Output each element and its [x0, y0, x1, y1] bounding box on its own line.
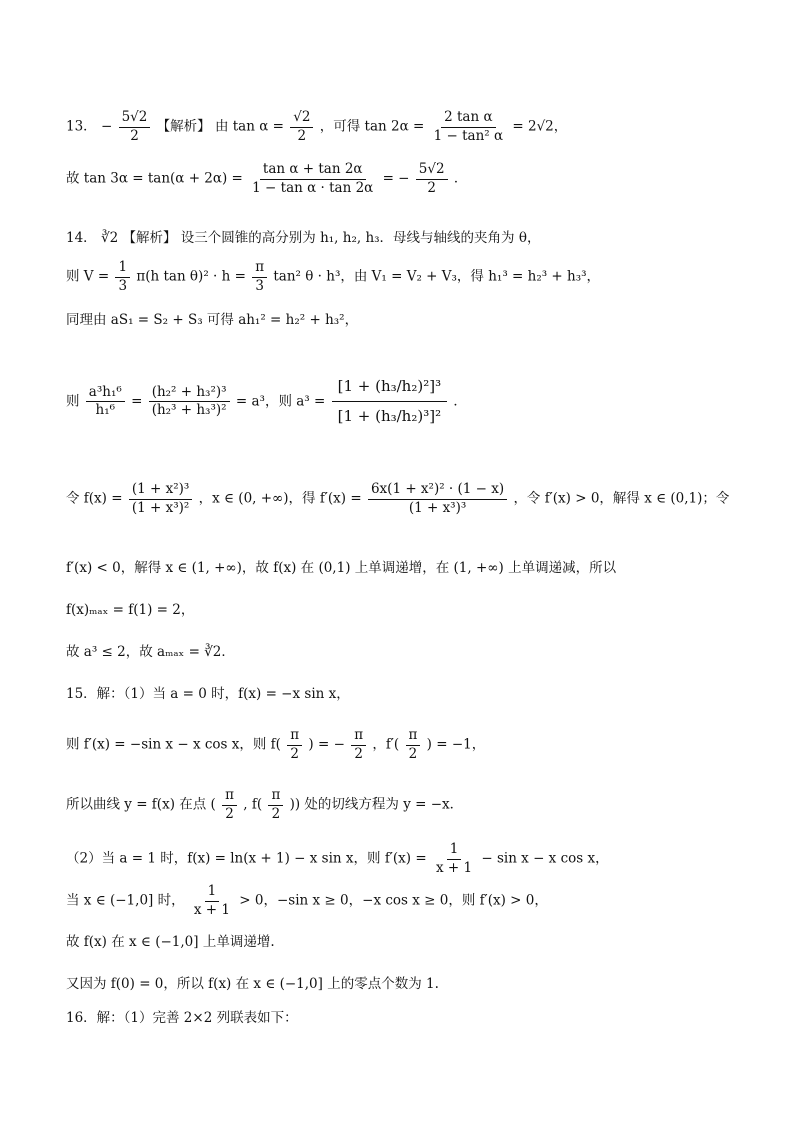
q13-line1: 13． − $\frac{5√2}{2}$ 【解析】 由 tan α = $\frac{√2}{2}$ ，可得 tan 2α = $\frac{\text{2 tan α}}{\text{1 − tan² α}}$ = 2√2，	[66, 109, 568, 144]
q13-answer-fraction: $\frac{5√2}{2}$	[119, 110, 151, 144]
q14-line1: 14． ∛2 【解析】 设三个圆锥的高分别为 h₁, h₂, h₃．母线与轴线的夹角为 θ，	[66, 230, 541, 246]
q14-line3: 同理由 aS₁ = S₂ + S₃ 可得 ah₁² = h₂² + h₃²，	[66, 312, 359, 328]
q14-big-fraction: $\frac{\text{[1 + (h₃/h₂)²]³}}{\text{[1 + (h₃/h₂)³]²}}$	[332, 372, 447, 432]
q14-line8: 故 a³ ≤ 2，故 aₘₐₓ = ∛2．	[66, 644, 235, 660]
q14-line4: 则 $\frac{\text{a³h₁⁶}}{\text{h₁⁶}}$ = $\frac{\text{(h₂² + h₃²)³}}{\text{(h₂³ + h₃³)²}}$ = a³，则 a³ = $\frac{\text{[1 + (h₃/h₂)²]³}}{\text{[1 + (h₃/h₂)³]²}}$ ．	[66, 372, 467, 432]
q13-number: 13．	[66, 118, 97, 135]
q14-number: 14．	[66, 230, 97, 246]
q14-line5: 令 f(x) = $\frac{\text{(1 + x²)³}}{\text{(1 + x³)²}}$ ，x ∈ (0, +∞)，得 f′(x) = $\frac{\text{6x(1 + x²)² · (1 − x)}}{\text{(1 + x³)³}}$ ，令 f′(x) > 0，解得 x ∈ (0,1)；令	[66, 481, 730, 516]
q14-line2: 则 V = $\frac{1}{3}$ π(h tan θ)² · h = $\frac{\pi}{3}$ tan² θ · h³，由 V₁ = V₂ + V₃，得 h₁³ = h₂³ + h₃³，	[66, 259, 601, 294]
q15-line3: 所以曲线 y = f(x) 在点 ( $\frac{\pi}{2}$ , f( $\frac{\pi}{2}$ )) 处的切线方程为 y = −x．	[66, 787, 464, 822]
q14-analysis-tag: 【解析】	[122, 230, 177, 246]
q16-line1: 16．解：（1）完善 2×2 列联表如下：	[66, 1010, 298, 1026]
q15-line1: 15．解：（1）当 a = 0 时，f(x) = −x sin x，	[66, 686, 350, 702]
q15-line7: 又因为 f(0) = 0，所以 f(x) 在 x ∈ (−1,0] 上的零点个数为 1.	[66, 976, 439, 992]
q13-line2: 故 tan 3α = tan(α + 2α) = $\frac{\text{tan α + tan 2α}}{\text{1 − tan α · tan 2α}}$ = − $\frac{5√2}{2}$ ．	[66, 161, 468, 196]
q14-line7: f(x)ₘₐₓ = f(1) = 2，	[66, 602, 195, 618]
q14-line6: f′(x) < 0，解得 x ∈ (1, +∞)，故 f(x) 在 (0,1) 上单调递增，在 (1, +∞) 上单调递减，所以	[66, 560, 617, 576]
q15-line6: 故 f(x) 在 x ∈ (−1,0] 上单调递增.	[66, 934, 275, 950]
q15-line4: （2）当 a = 1 时，f(x) = ln(x + 1) − x sin x，则 f′(x) = $\frac{1}{x + 1}$ − sin x − x cos x，	[66, 841, 609, 876]
q15-line2: 则 f′(x) = −sin x − x cos x，则 f( $\frac{\pi}{2}$ ) = − $\frac{\pi}{2}$ ，f′( $\frac{\pi}{2}$ ) = −1，	[66, 727, 486, 762]
q14-answer: ∛2	[100, 230, 119, 246]
q15-line5: 当 x ∈ (−1,0] 时， $\frac{1}{x + 1}$ > 0，−sin x ≥ 0，−x cos x ≥ 0，则 f′(x) > 0，	[66, 883, 548, 918]
q13-analysis-tag: 【解析】	[156, 118, 211, 135]
